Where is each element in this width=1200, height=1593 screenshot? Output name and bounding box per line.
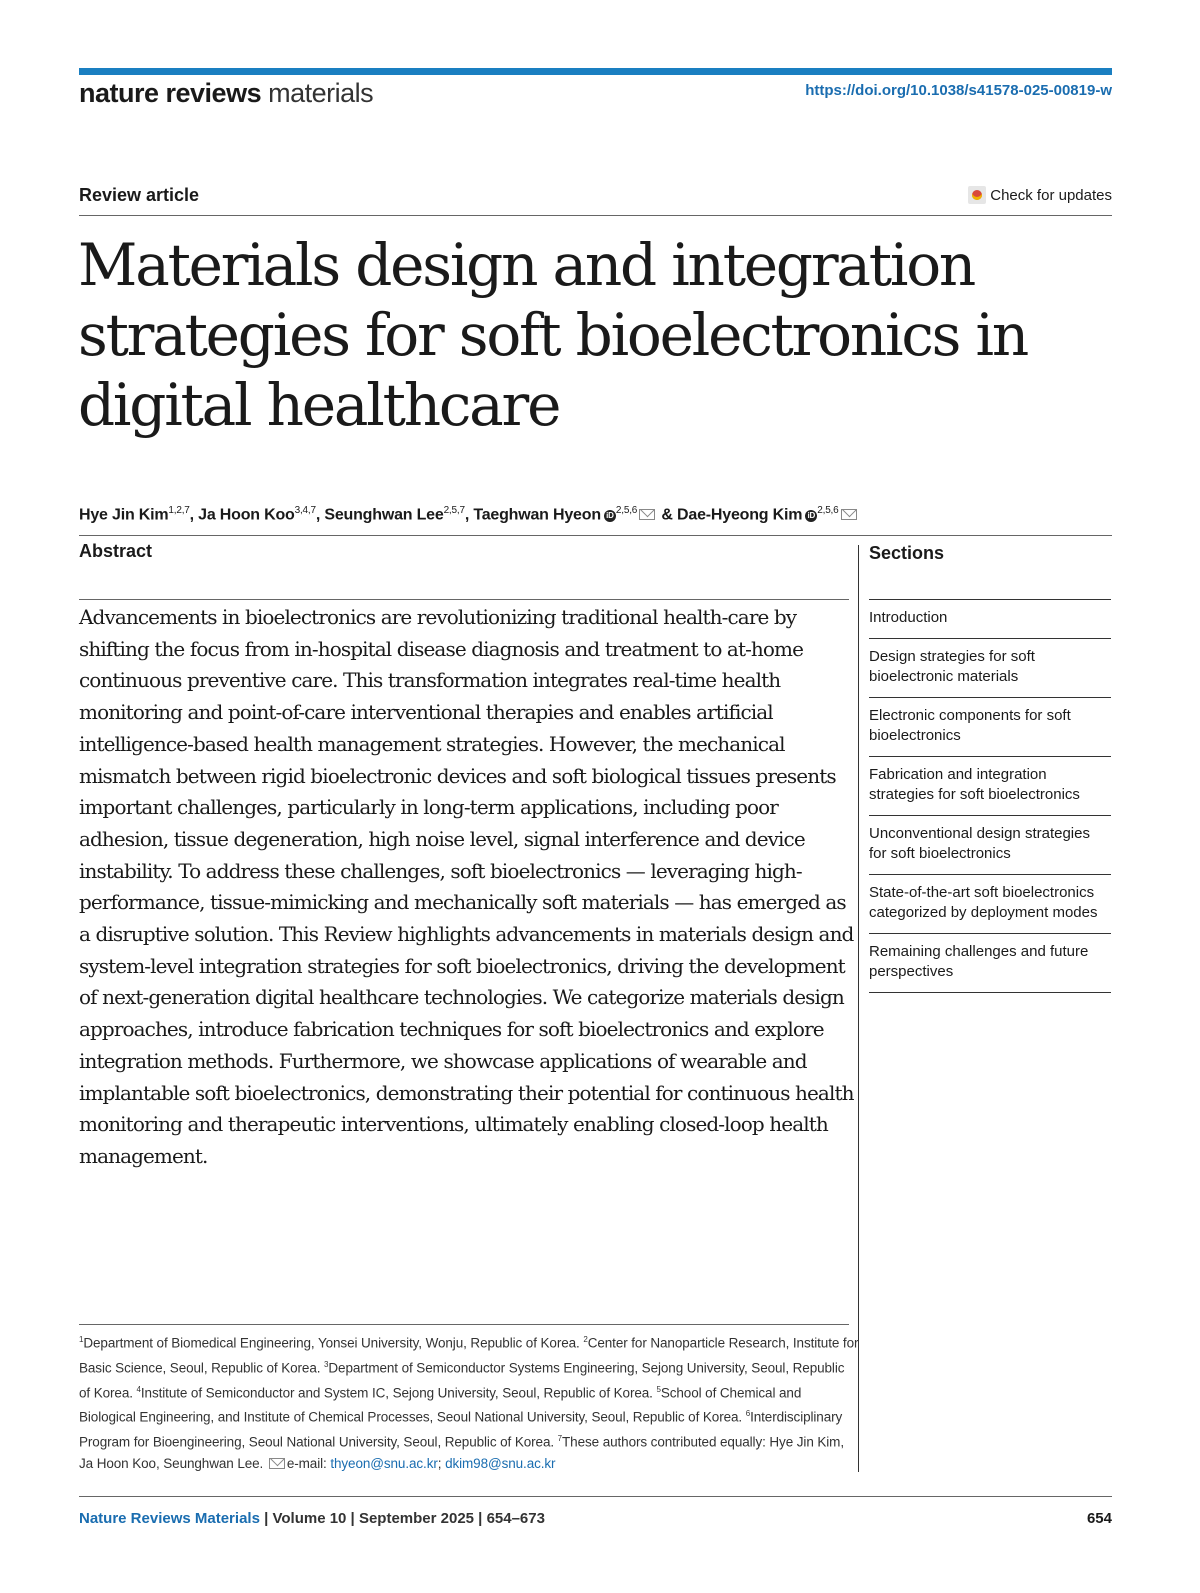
author-affiliation-sup: 2,5,6 [817,505,839,516]
email-link-kim[interactable]: dkim98@snu.ac.kr [445,1455,556,1471]
author-name[interactable]: Dae-Hyeong Kim [677,506,803,524]
orcid-icon[interactable]: iD [604,510,616,522]
abstract-divider [79,599,849,600]
affiliation-number: 7 [557,1434,563,1444]
affiliation-text: School of Chemical and Biological Engineering, and Institute of Chemical Processes, Seoul National University, Seoul, Republic of Korea. [79,1385,802,1425]
orcid-icon[interactable]: iD [805,510,817,522]
abstract-heading: Abstract [79,541,153,561]
section-link-introduction[interactable]: Introduction [869,600,1111,639]
header-divider [79,215,1112,216]
section-link-design-strategies[interactable]: Design strategies for soft bioelectronic materials [869,639,1111,698]
affiliations: $^1$Department of Biomedical Engineering, Yonsei University, Wonju, Republic of Korea. $^2$Center for Nanoparticle Research, Institute for Basic Science, Seoul, Republic of Korea. $^3$Department of Semiconductor Systems Engineering, Sejong University, Seoul, Republic of Korea. $^4$Institute of Semiconductor and System IC, Sejong University, Seoul, Republic of Korea. $^5$School of Chemical and Biological Engineering, and Institute of Chemical Processes, Seoul National University, Seoul, Republic of Korea. $^6$Interdisciplinary Program for Bioengineering, Seoul National University, Seoul, Republic of Korea. $^7$These authors contributed equally: Hye Jin Kim, Ja Hoon Koo, Seunghwan Lee. e-mail: thyeon@snu.ac.kr; dkim98@snu.ac.kr [79,1335,859,1471]
footer-pages: 654–673 [486,1510,545,1527]
footer-journal-link[interactable]: Nature Reviews Materials [79,1510,260,1527]
affiliation-text: Department of Semiconductor Systems Engineering, Sejong University, Seoul, Republic of Korea. [79,1360,845,1401]
affiliation-number: 6 [745,1409,751,1419]
author-name[interactable]: Ja Hoon Koo [198,506,295,524]
footer-volume: Volume 10 [272,1510,347,1527]
sections-list [869,599,1111,993]
section-link-electronic-components[interactable]: Electronic components for soft bioelectronics [869,698,1111,757]
article-type: Review article [79,185,200,205]
affiliation-text: These authors contributed equally: Hye Jin Kim, Ja Hoon Koo, Seunghwan Lee. [79,1434,844,1471]
journal-logo-bold: nature reviews [79,78,262,108]
affiliation-text: Department of Biomedical Engineering, Yonsei University, Wonju, Republic of Korea. [83,1335,580,1351]
author-name[interactable]: Hye Jin Kim [79,506,169,524]
check-for-updates-label: Check for updates [990,186,1112,204]
crossmark-icon [968,186,986,204]
section-link-state-of-the-art[interactable]: State-of-the-art soft bioelectronics categorized by deployment modes [869,875,1111,934]
top-accent-bar [79,68,1112,75]
abstract-text: Advancements in bioelectronics are revolutionizing traditional health-care by shifting the focus from in-hospital disease diagnosis and treatment to at-home continuous preventive care. This transformation integrates real-time health monitoring and point-of-care interventional therapies and enables artificial intelligence-based health management strategies. However, the mechanical mismatch between rigid bioelectronic devices and soft biological tissues presents important challenges, particularly in long-term applications, including poor adhesion, tissue degeneration, high noise level, signal interference and device instability. To address these challenges, soft bioelectronics — leveraging high-performance, tissue-mimicking and mechanically soft materials — has emerged as a disruptive solution. This Review highlights advancements in materials design and system-level integration strategies for soft bioelectronics, driving the development of next-generation digital healthcare technologies. We categorize materials design approaches, introduce fabrication techniques for soft bioelectronics and explore integration methods. Furthermore, we showcase applications of wearable and implantable soft bioelectronics, demonstrating their potential for continuous health monitoring and therapeutic interventions, ultimately enabling closed-loop health management. [79,605,854,1168]
email-icon [269,1458,285,1469]
email-icon[interactable] [841,509,857,520]
article-title: Materials design and integration strategies for soft bioelectronics in digital healthcare [78,231,1027,439]
author-affiliation-sup: 2,5,6 [615,505,638,516]
authors-divider [79,535,1112,536]
author-name[interactable]: Seunghwan Lee [324,506,444,524]
check-for-updates-button[interactable] [968,186,1112,204]
author-list: Hye Jin Kim$^{1,2,7}$, Ja Hoon Koo$^{3,4,7}$, Seunghwan Lee$^{2,5,7}$, Taeghwan Hyeon iD $^{2,5,6}$ & Dae-Hyeong Kim iD $^{2,5,6}$ [79,505,859,524]
footer-date: September 2025 [358,1510,475,1527]
affiliations-divider [79,1324,849,1325]
email-link-hyeon[interactable]: thyeon@snu.ac.kr [330,1455,438,1471]
email-label: e-mail: [286,1455,327,1471]
affiliation-number: 5 [656,1384,661,1394]
affiliation-number: 2 [583,1335,588,1344]
sections-heading: Sections [869,543,945,563]
affiliation-number: 3 [324,1359,329,1369]
author-affiliation-sup: 2,5,7 [443,505,465,516]
section-link-fabrication-integration[interactable]: Fabrication and integration strategies for soft bioelectronics [869,757,1111,816]
journal-logo [79,78,373,109]
author-name[interactable]: Taeghwan Hyeon [473,506,601,524]
email-icon[interactable] [639,509,655,520]
section-link-remaining-challenges[interactable]: Remaining challenges and future perspectives [869,934,1111,993]
journal-logo-light: materials [268,78,374,108]
footer-divider [79,1496,1112,1497]
author-affiliation-sup: 1,2,7 [168,505,190,516]
affiliation-text: Interdisciplinary Program for Bioengineering, Seoul National University, Seoul, Republic of Korea. [79,1409,843,1450]
footer-citation: Nature Reviews Materials | Volume 10 | September 2025 | 654–673 [79,1510,545,1527]
page-number: 654 [1086,1510,1112,1527]
section-link-unconventional-design[interactable]: Unconventional design strategies for soft bioelectronics [869,816,1111,875]
affiliation-text: Center for Nanoparticle Research, Institute for Basic Science, Seoul, Republic of Korea. [79,1335,859,1376]
affiliation-text: Institute of Semiconductor and System IC, Sejong University, Seoul, Republic of Korea. [140,1385,653,1401]
affiliation-number: 4 [136,1384,141,1394]
doi-link[interactable]: https://doi.org/10.1038/s41578-025-00819-w [805,82,1112,99]
author-affiliation-sup: 3,4,7 [294,505,316,516]
affiliation-number: 1 [79,1335,84,1344]
